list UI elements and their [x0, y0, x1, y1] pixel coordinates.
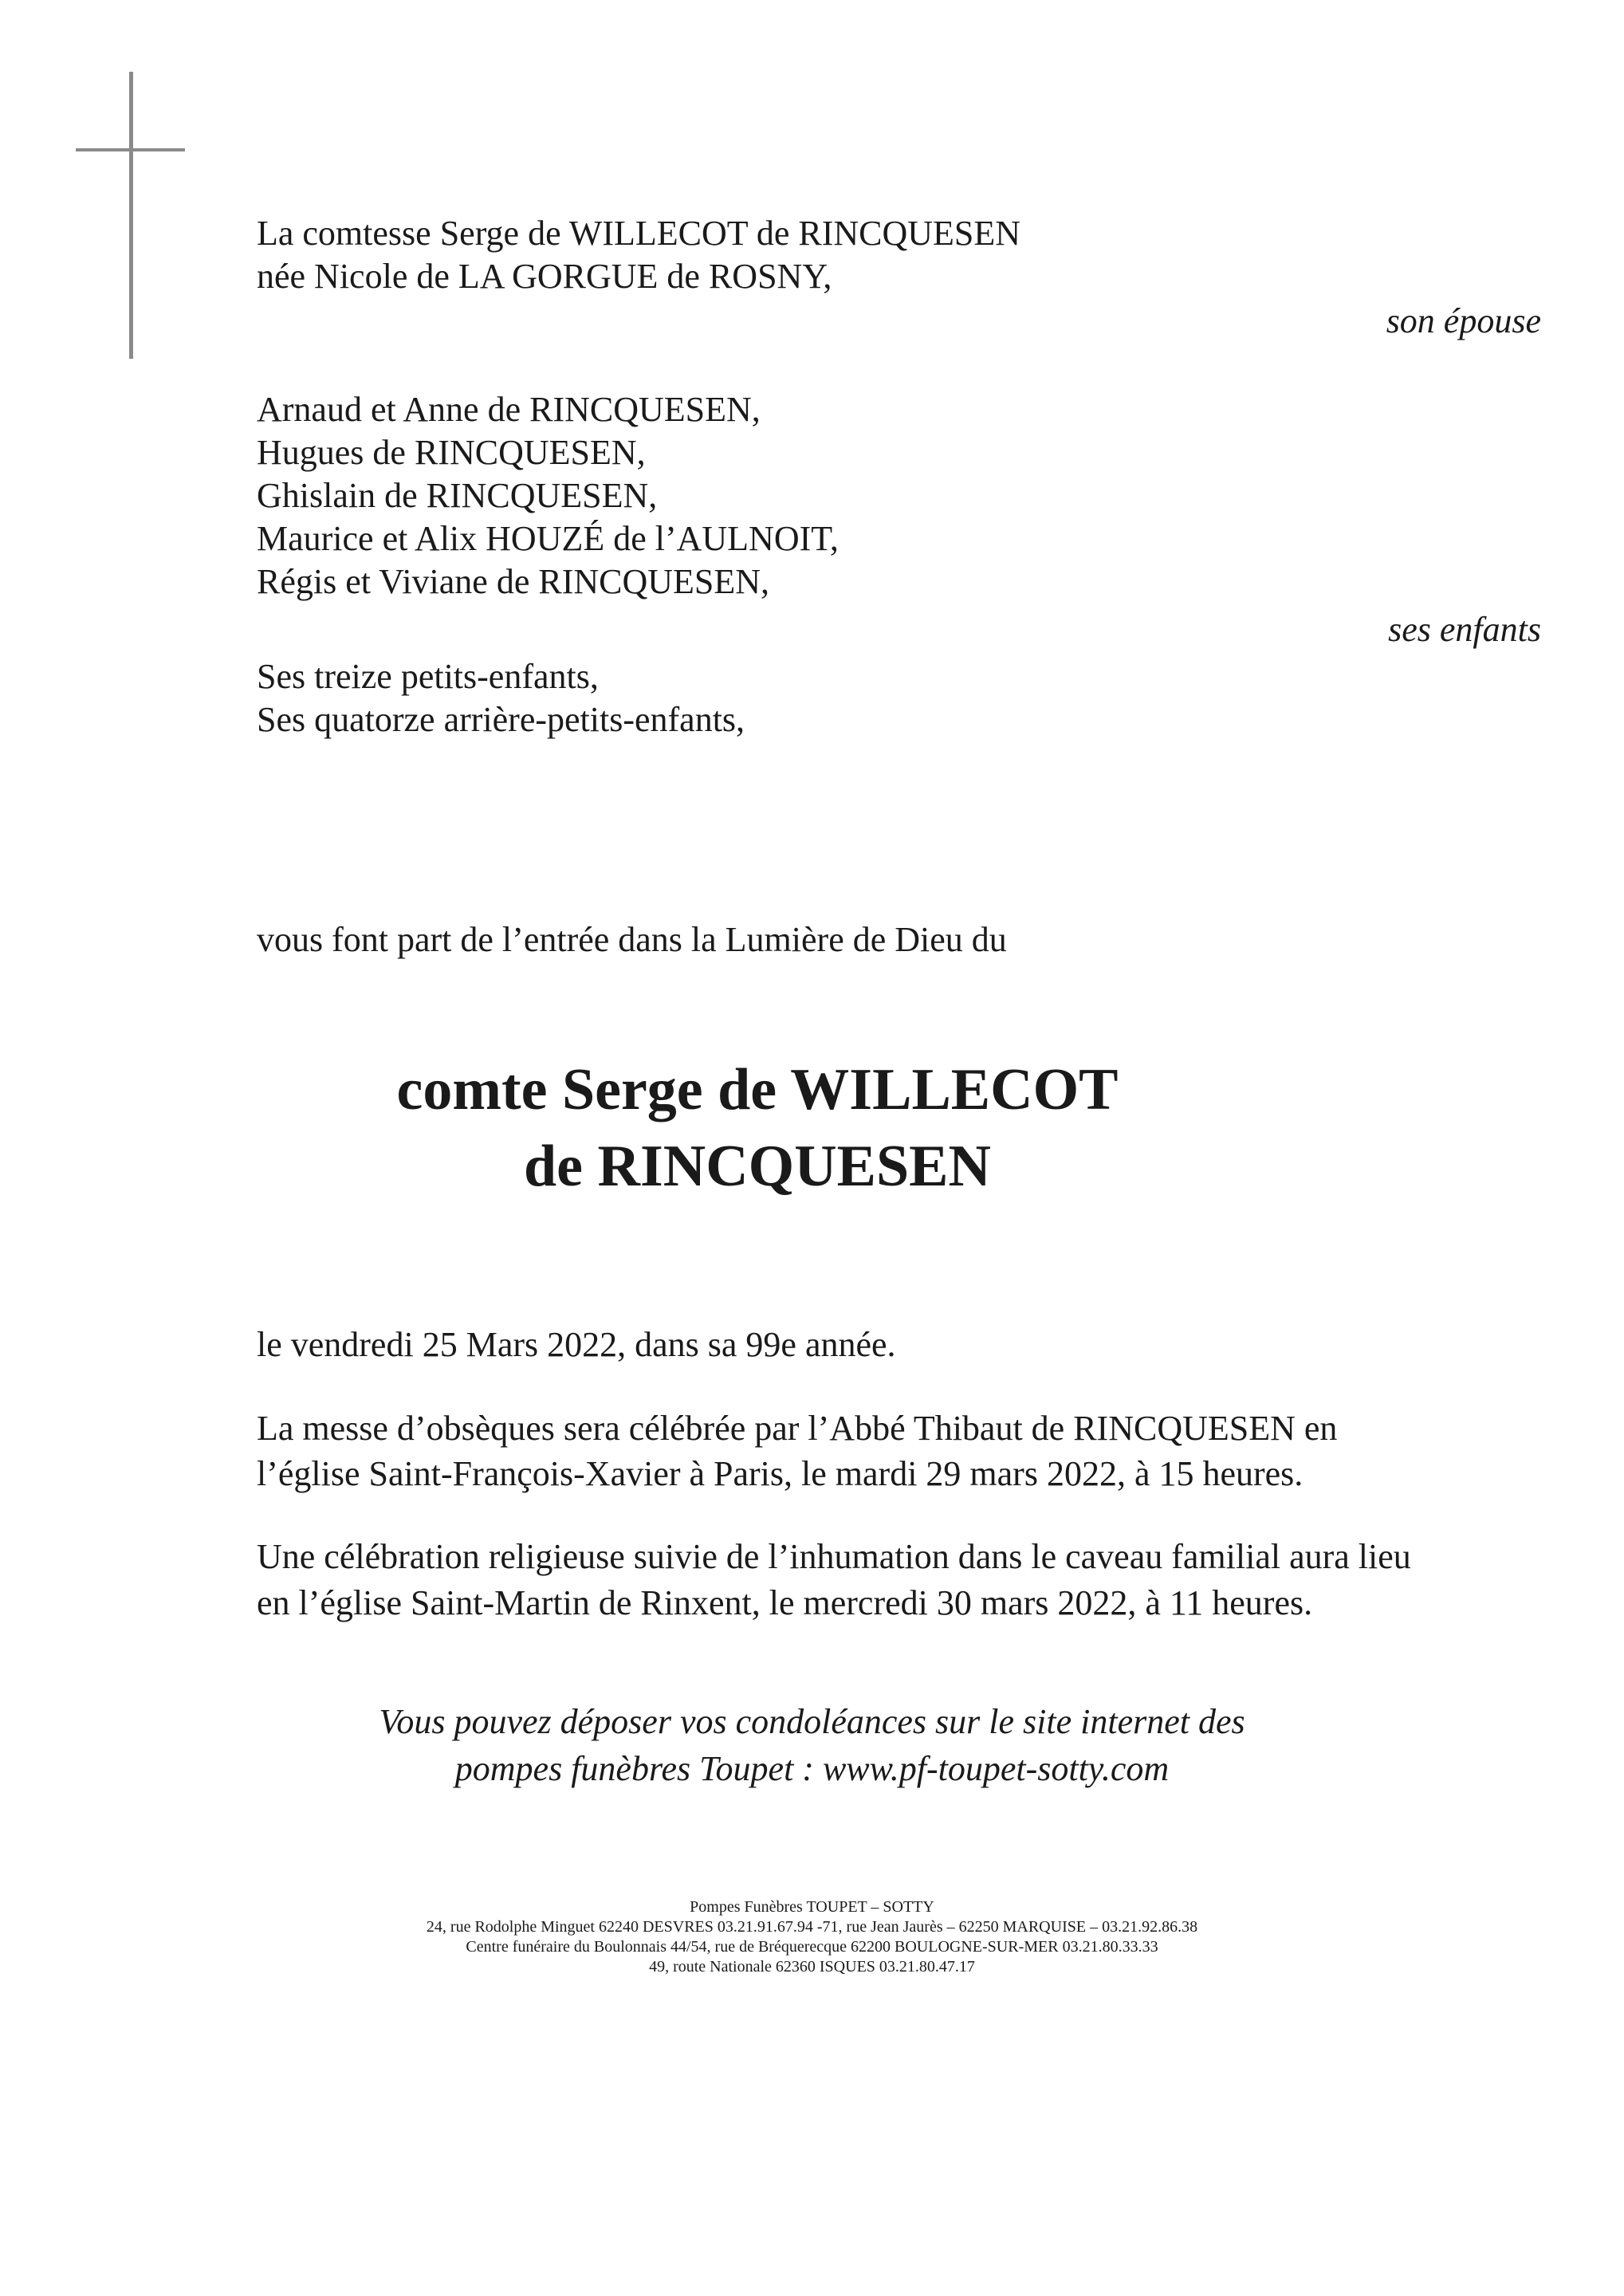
burial-line: en l’église Saint-Martin de Rinxent, le mercredi 30 mars 2022, à 11 heures.	[257, 1583, 1313, 1622]
spouse-role: son épouse	[1386, 301, 1541, 340]
footer-address-line: 49, route Nationale 62360 ISQUES 03.21.80.47.17	[649, 1958, 975, 1976]
descendants-line: Ses quatorze arrière-petits-enfants,	[257, 700, 745, 739]
deceased-name-line: comte Serge de WILLECOT	[396, 1057, 1119, 1122]
announcement-intro: vous font part de l’entrée dans la Lumière de Dieu du	[257, 920, 1007, 959]
spouse-line: La comtesse Serge de WILLECOT de RINCQUESEN	[257, 214, 1021, 253]
funeral-mass-line: l’église Saint-François-Xavier à Paris, le mardi 29 mars 2022, à 15 heures.	[257, 1454, 1304, 1493]
condolences-line: pompes funèbres Toupet : www.pf-toupet-sotty.com	[454, 1749, 1170, 1788]
death-date-line: le vendredi 25 Mars 2022, dans sa 99e année.	[257, 1325, 896, 1364]
footer-address-line: Centre funéraire du Boulonnais 44/54, rue de Bréquerecque 62200 BOULOGNE-SUR-MER 03.21.80.33.33	[466, 1938, 1158, 1956]
footer-address-line: 24, rue Rodolphe Minguet 62240 DESVRES 03.21.91.67.94 -71, rue Jean Jaurès – 62250 MARQUISE – 03.21.92.86.38	[426, 1918, 1198, 1936]
funeral-mass-line: La messe d’obsèques sera célébrée par l’Abbé Thibaut de RINCQUESEN en	[257, 1409, 1338, 1448]
child-line: Ghislain de RINCQUESEN,	[257, 476, 658, 515]
child-line: Régis et Viviane de RINCQUESEN,	[257, 562, 770, 601]
cross-horizontal-bar	[76, 148, 185, 151]
deceased-name-line: de RINCQUESEN	[524, 1134, 991, 1199]
children-role: ses enfants	[1388, 610, 1541, 649]
spouse-line: née Nicole de LA GORGUE de ROSNY,	[257, 257, 832, 296]
descendants-line: Ses treize petits-enfants,	[257, 657, 599, 696]
burial-line: Une célébration religieuse suivie de l’inhumation dans le caveau familial aura lieu	[257, 1537, 1411, 1576]
footer-company-name: Pompes Funèbres TOUPET – SOTTY	[690, 1898, 934, 1916]
child-line: Maurice et Alix HOUZÉ de l’AULNOIT,	[257, 519, 839, 558]
child-line: Hugues de RINCQUESEN,	[257, 433, 646, 472]
condolences-line: Vous pouvez déposer vos condoléances sur le site internet des	[379, 1702, 1245, 1741]
cross-vertical-bar	[129, 72, 133, 359]
child-line: Arnaud et Anne de RINCQUESEN,	[257, 390, 761, 429]
